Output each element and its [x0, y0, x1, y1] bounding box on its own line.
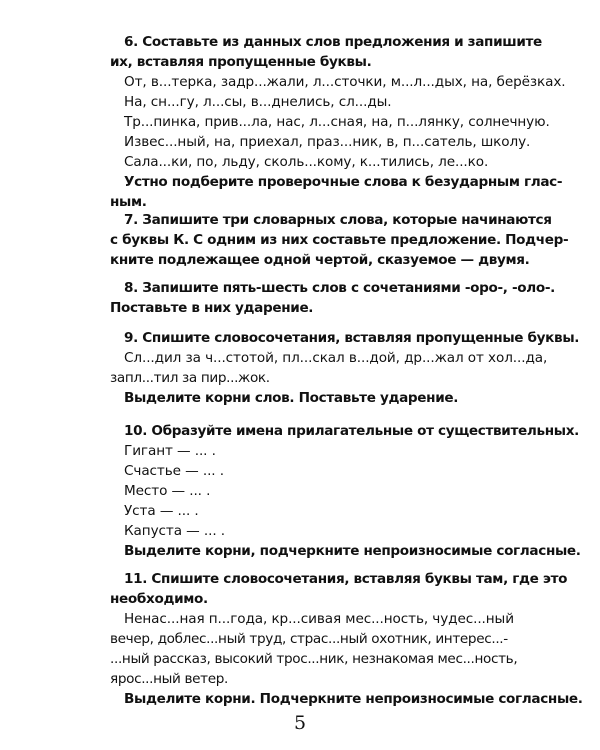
- example-line: На, сн...гу, л...сы, в...днелись, сл...ды.: [124, 94, 392, 110]
- exercise-title: с буквы К. С одним из них составьте предложение. Подчер-: [110, 232, 569, 248]
- example-line: Ненас...ная п...года, кр...сивая мес...ность, чудес...ный: [124, 611, 514, 627]
- exercise-11: [110, 569, 583, 709]
- example-line: Капуста — ... .: [124, 523, 225, 539]
- exercise-title: 8. Запишите пять-шесть слов с сочетаниями -оро-, -оло-.: [124, 280, 555, 296]
- example-line: Извес...ный, на, приехал, праз...ник, в, п...сатель, школу.: [124, 134, 531, 150]
- example-line: Место — ... .: [124, 483, 211, 499]
- example-line: Тр...пинка, прив...ла, нас, л...сная, на, п...лянку, солнечную.: [124, 114, 550, 130]
- exercise-note: ным.: [110, 194, 147, 210]
- example-line: Сл...дил за ч...стотой, пл...скал в...дой, др...жал от хол...да,: [124, 350, 548, 366]
- exercise-10: [110, 421, 581, 561]
- exercise-6: [110, 32, 566, 212]
- exercise-note: Выделите корни. Подчеркните непроизносимые согласные.: [124, 691, 583, 707]
- exercise-note: Выделите корни, подчеркните непроизносимые согласные.: [124, 543, 581, 559]
- page-number: 5: [293, 712, 307, 734]
- exercise-title: 9. Спишите словосочетания, вставляя пропущенные буквы.: [124, 330, 580, 346]
- example-line: ...ный рассказ, высокий трос...ник, незнакомая мес...ность,: [110, 651, 518, 667]
- exercise-title: 11. Спишите словосочетания, вставляя буквы там, где это: [124, 571, 568, 587]
- exercise-note: Выделите корни слов. Поставьте ударение.: [124, 390, 459, 406]
- example-line: Гигант — ... .: [124, 443, 216, 459]
- exercise-title: кните подлежащее одной чертой, сказуемое — двумя.: [110, 252, 530, 268]
- exercise-note: Устно подберите проверочные слова к безударным глас-: [124, 174, 563, 190]
- exercise-9: [110, 328, 580, 408]
- example-line: Уста — ... .: [124, 503, 199, 519]
- exercise-title: необходимо.: [110, 591, 208, 607]
- example-line: Счастье — ... .: [124, 463, 224, 479]
- example-line: ярос...ный ветер.: [110, 671, 228, 687]
- exercise-8: [110, 278, 555, 318]
- exercise-title: Поставьте в них ударение.: [110, 300, 314, 316]
- example-line: вечер, доблес...ный труд, страс...ный охотник, интерес...-: [110, 631, 508, 647]
- example-line: Сала...ки, по, льду, сколь...кому, к...тились, ле...ко.: [124, 154, 489, 170]
- exercise-title: 7. Запишите три словарных слова, которые начинаются: [124, 212, 552, 228]
- exercise-title: 10. Образуйте имена прилагательные от существительных.: [124, 423, 579, 439]
- exercise-title: их, вставляя пропущенные буквы.: [110, 54, 372, 70]
- exercise-7: [110, 210, 569, 270]
- example-line: запл...тил за пир...жок.: [110, 370, 270, 386]
- example-line: От, в...терка, задр...жали, л...сточки, м...л...дых, на, берёзках.: [124, 74, 566, 90]
- exercise-title: 6. Составьте из данных слов предложения и запишите: [124, 34, 542, 50]
